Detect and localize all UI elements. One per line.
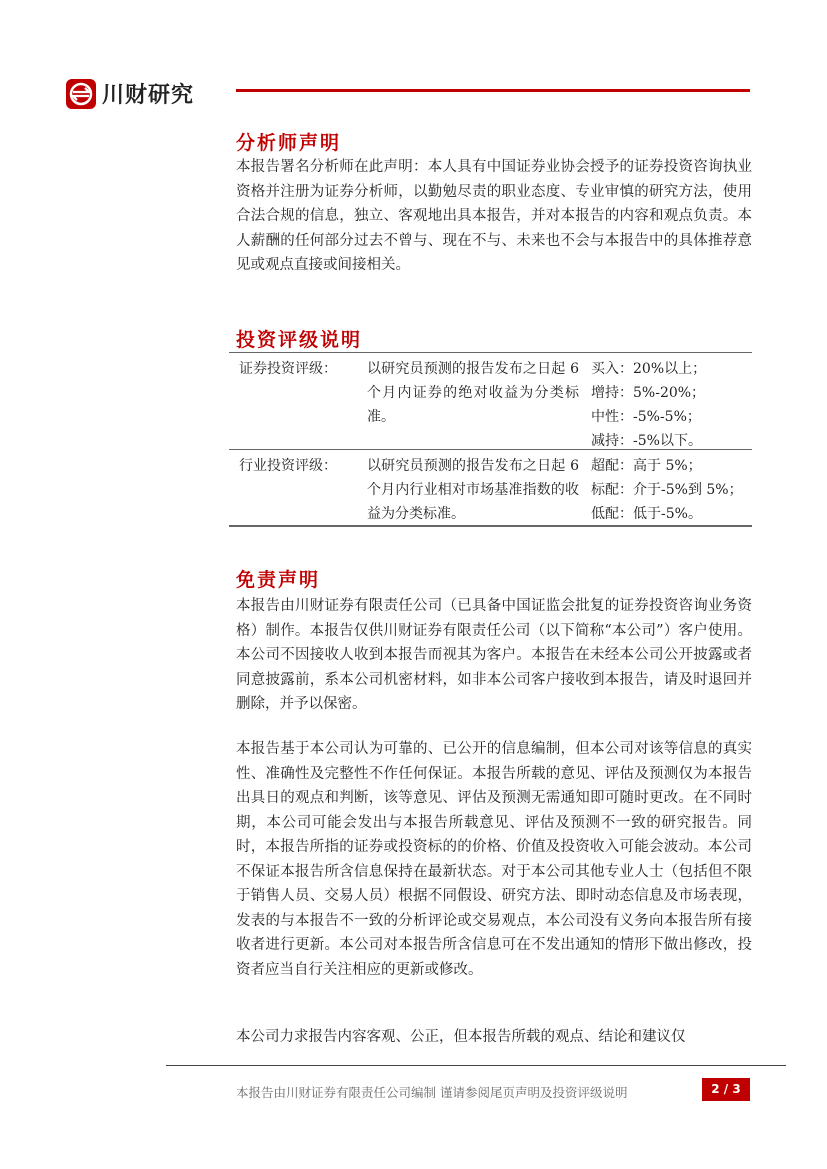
rating-row-securities [229, 352, 752, 449]
header-rule [236, 89, 750, 92]
rating-level: 减持：-5%以下。 [591, 433, 702, 449]
disclaimer-paragraph-3: 本公司力求报告内容客观、公正，但本报告所载的观点、结论和建议仅 [236, 1029, 686, 1045]
rating-description: 以研究员预测的报告发布之日起 6 个月内行业相对市场基准指数的收益为分类标准。 [367, 458, 579, 522]
rating-category: 证券投资评级： [239, 361, 337, 377]
rating-level: 增持：5%-20%； [591, 385, 706, 401]
disclaimer-paragraph-1: 本报告由川财证券有限责任公司（已具备中国证监会批复的证券投资咨询业务资格）制作。本报告仅供川财证券有限责任公司（以下简称“本公司”）客户使用。本公司不因接收人收到本报告而视其为客户。本报告在未经本公司公开披露或者同意披露前，系本公司机密材料，如非本公司客户接收到本报告，请及时退回并删除，并予以保密。 [236, 598, 752, 712]
rating-level: 标配：介于-5%到 5%； [591, 482, 743, 498]
rating-row-industry [229, 449, 752, 527]
rating-title: 投资评级说明 [236, 329, 363, 351]
rating-levels [591, 454, 751, 526]
analyst-statement-title: 分析师声明 [236, 132, 342, 154]
rating-description: 以研究员预测的报告发布之日起 6 个月内证券的绝对收益为分类标准。 [367, 361, 579, 425]
rating-level: 超配：高于 5%； [591, 458, 702, 474]
rating-levels [591, 357, 751, 453]
analyst-statement-text: 本报告署名分析师在此声明：本人具有中国证券业协会授予的证券投资咨询执业资格并注册为证券分析师，以勤勉尽责的职业态度、专业审慎的研究方法，使用合法合规的信息，独立、客观地出具本报告，并对本报告的内容和观点负责。本人薪酬的任何部分过去不曾与、现在不与、未来也不会与本报告中的具体推荐意见或观点直接或间接相关。 [236, 159, 752, 273]
rating-category: 行业投资评级： [239, 458, 337, 474]
rating-level: 低配：低于-5%。 [591, 506, 702, 522]
logo-text: 川财研究 [102, 83, 195, 108]
footer-text: 本报告由川财证券有限责任公司编制 谨请参阅尾页声明及投资评级说明 [236, 1085, 628, 1100]
disclaimer-paragraph-2: 本报告基于本公司认为可靠的、已公开的信息编制，但本公司对该等信息的真实性、准确性及完整性不作任何保证。本报告所载的意见、评估及预测仅为本报告出具日的观点和判断，该等意见、评估及预测无需通知即可随时更改。在不同时期，本公司可能会发出与本报告所载意见、评估及预测不一致的研究报告。同时，本报告所指的证券或投资标的的价格、价值及投资收入可能会波动。本公司不保证本报告所含信息保持在最新状态。对于本公司其他专业人士（包括但不限于销售人员、交易人员）根据不同假设、研究方法、即时动态信息及市场表现，发表的与本报告不一致的分析评论或交易观点，本公司没有义务向本报告所有接收者进行更新。本公司对本报告所含信息可在不发出通知的情形下做出修改，投资者应当自行关注相应的更新或修改。 [236, 741, 752, 978]
rating-level: 中性：-5%-5%； [591, 409, 701, 425]
logo-mark-icon [66, 79, 96, 109]
company-logo [66, 78, 194, 109]
page-number-badge: 2 / 3 [702, 1078, 750, 1101]
footer-rule [166, 1065, 786, 1066]
rating-table [229, 352, 752, 527]
disclaimer-title: 免责声明 [236, 569, 321, 591]
rating-level: 买入：20%以上； [591, 361, 707, 377]
